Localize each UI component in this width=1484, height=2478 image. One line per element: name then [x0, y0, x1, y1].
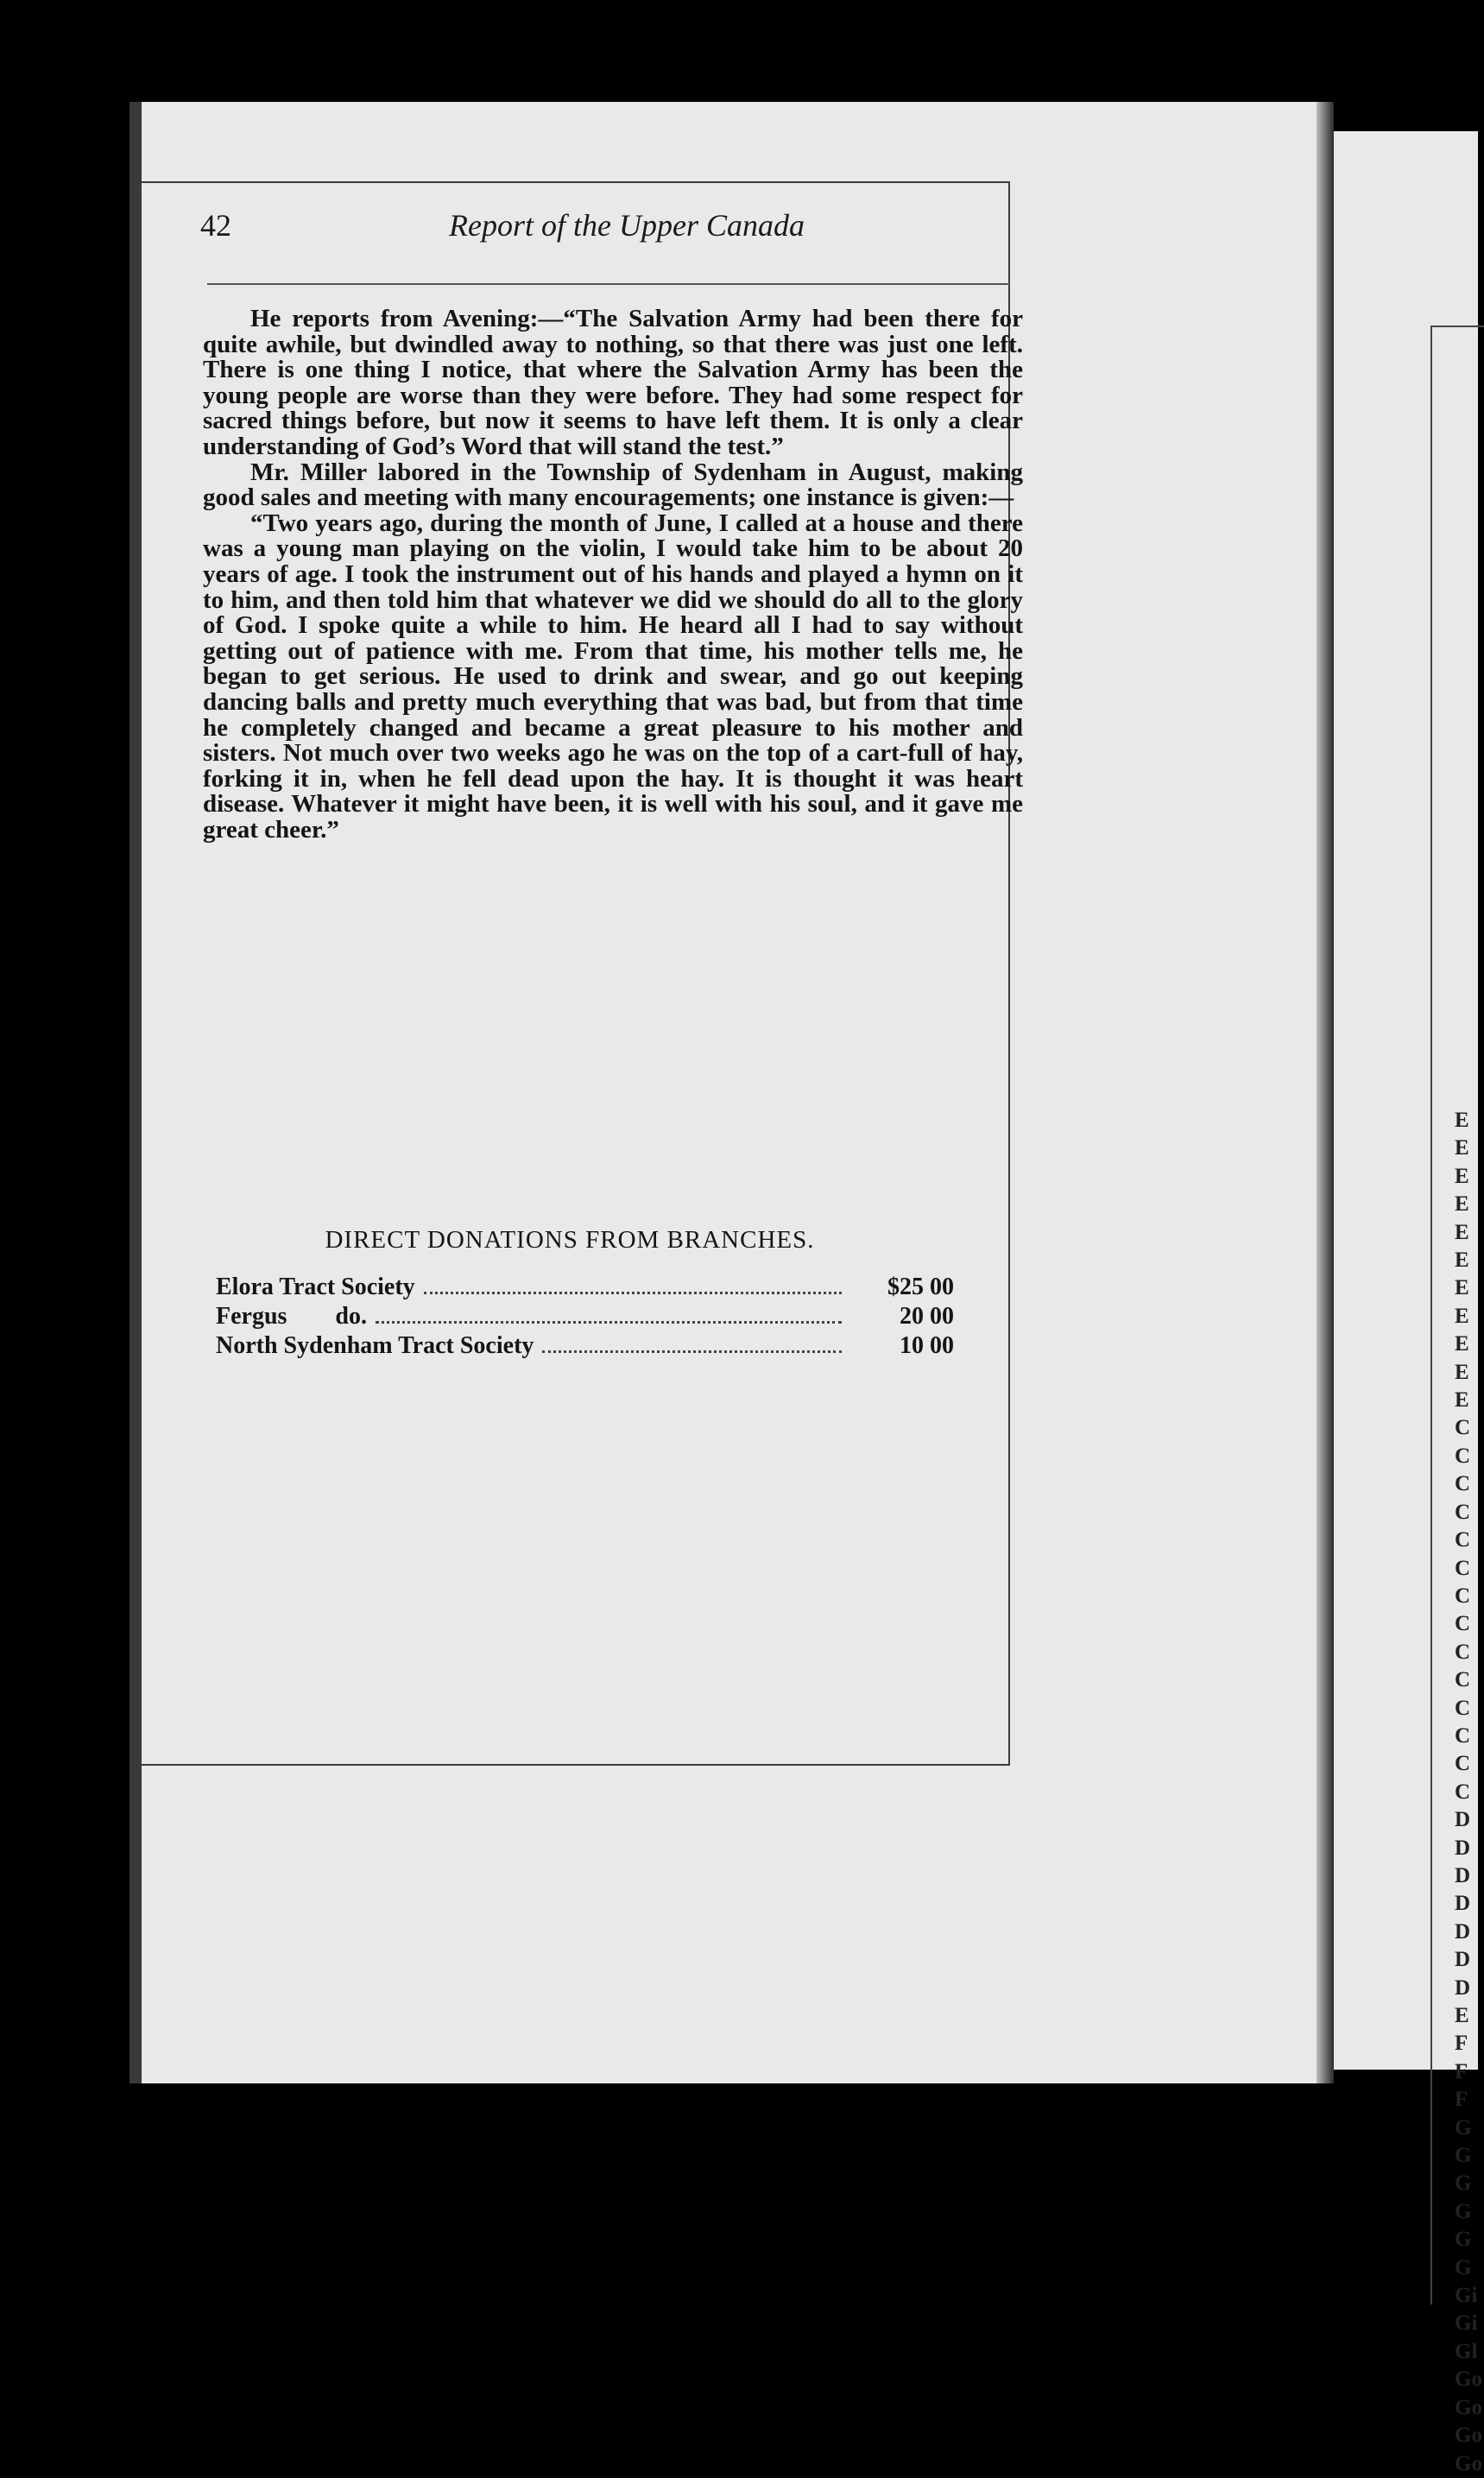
donation-row [216, 1274, 954, 1303]
body-text [203, 307, 1023, 843]
book-spine [1317, 102, 1334, 2083]
dot-leader [376, 1316, 842, 1324]
donation-row [216, 1332, 954, 1362]
header-rule [207, 283, 1010, 285]
facing-page-edge [1334, 131, 1482, 2475]
page-number: 42 [200, 208, 231, 243]
donation-name: Fergus do. [216, 1303, 367, 1330]
dot-leader [424, 1286, 842, 1294]
paragraph: Mr. Miller labored in the Township of Sydenham in August, making good sales and meeting with many encouragements; one instance is given:— [203, 458, 1023, 512]
paragraph: “Two years ago, during the month of June, I called at a house and there was a young man playing on the violin, I would take him to be about 20 years of age. I took the instrument out of his hands and played a hymn on it to him, and then told him that whatever we did we should do all to the glory of God. I spoke quite a while to him. He heard all I had to say without getting out of patience with me. From that time, his mother tells me, he began to get serious. He used to drink and swear, and go out keeping dancing balls and pretty much everything that was bad, but from that time he completely changed and became a great pleasure to his mother and sisters. Not much over two weeks ago he was on the top of a cart-full of hay, forking it in, when he fell dead upon the hay. It is thought it was heart disease. Whatever it might have been, it is well with his soul, and it gave me great cheer.” [203, 509, 1023, 844]
donation-amount: 20 00 [900, 1303, 954, 1330]
running-head: Report of the Upper Canada [449, 208, 805, 243]
donations-list [216, 1274, 954, 1362]
donation-amount: $25 00 [887, 1274, 954, 1300]
donations-title: DIRECT DONATIONS FROM BRANCHES. [325, 1226, 815, 1254]
donation-amount: 10 00 [900, 1332, 954, 1359]
donation-name: North Sydenham Tract Society [216, 1332, 534, 1359]
dot-leader [542, 1345, 842, 1353]
donation-name: Elora Tract Society [216, 1274, 415, 1300]
paragraph: He reports from Avening:—“The Salvation Army had been there for quite awhile, but dwindled away to nothing, so that there was just one left. There is one thing I notice, that where the Salvation Army has been the young people are worse than they were before. They had some respect for sacred things before, but now it seems to have left them. It is only a clear understanding of God’s Word that will stand the test.” [203, 305, 1023, 460]
donation-row [216, 1303, 954, 1332]
facing-page-letters: E E E E E E E E E E E C C C C C C C C C C C C C C D D D D D D D E F F F G G G G G G Gi Gi Gl Go Go Go Go [1455, 1109, 1482, 2475]
